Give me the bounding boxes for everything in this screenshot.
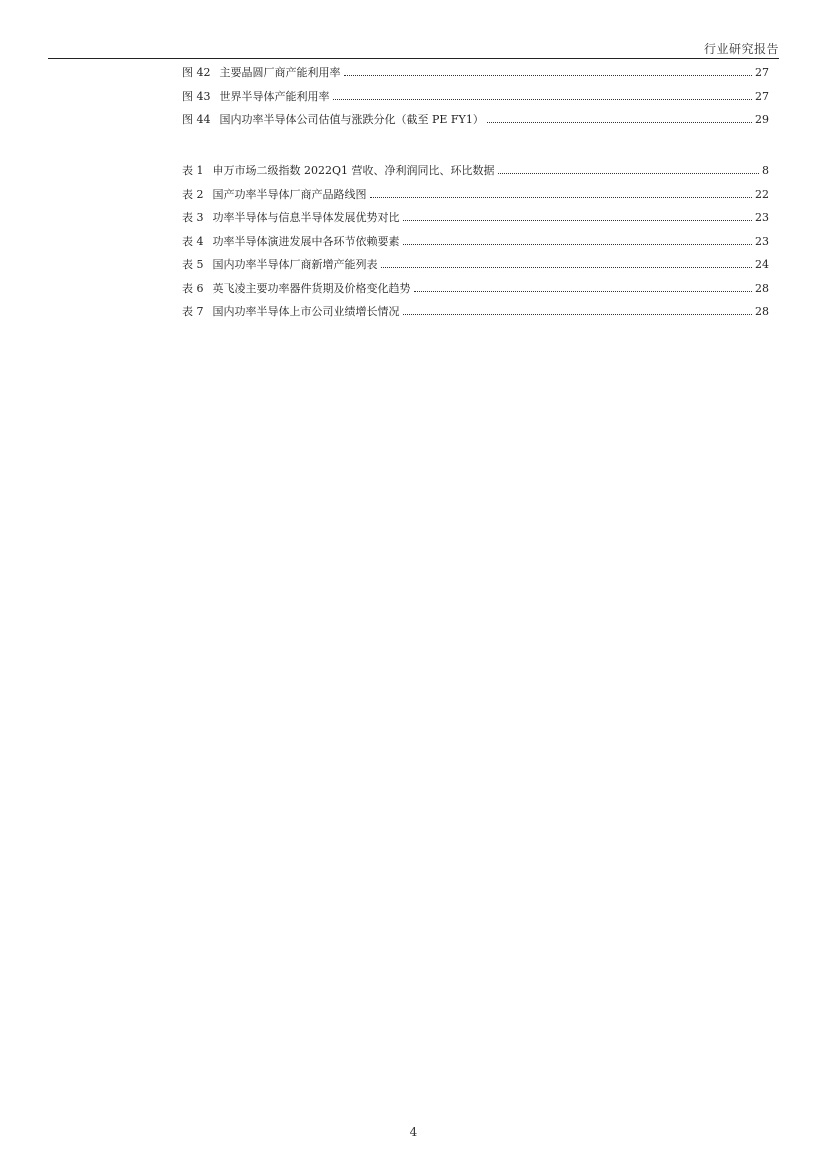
entry-number: 表 3: [182, 211, 204, 224]
entry-page-number: 28: [755, 305, 769, 318]
entry-page-number: 27: [755, 89, 769, 103]
report-type-label: 行业研究报告: [703, 42, 779, 56]
dot-leader: [414, 291, 753, 292]
header-divider: [48, 58, 779, 59]
dot-leader: [403, 314, 753, 315]
entry-page-number: 8: [762, 164, 769, 177]
dot-leader: [403, 244, 753, 245]
figure-list: [182, 66, 769, 137]
entry-number: 表 1: [182, 164, 204, 177]
entry-title: 国内功率半导体厂商新增产能列表: [212, 258, 378, 271]
toc-figure-entry[interactable]: [182, 113, 769, 137]
entry-page-number: 29: [755, 113, 769, 126]
entry-number: 图 42: [182, 66, 211, 79]
entry-title: 英飞凌主要功率器件货期及价格变化趋势: [212, 281, 411, 295]
entry-number: 图 43: [182, 89, 211, 103]
toc-table-entry[interactable]: [182, 235, 769, 259]
entry-title: 主要晶圆厂商产能利用率: [219, 66, 341, 79]
dot-leader: [370, 197, 753, 198]
toc-figure-entry[interactable]: [182, 90, 769, 114]
entry-number: 表 7: [182, 305, 204, 318]
entry-number: 表 6: [182, 281, 204, 295]
entry-number: 表 2: [182, 187, 204, 201]
entry-page-number: 24: [755, 258, 769, 271]
dot-leader: [487, 122, 752, 123]
dot-leader: [333, 99, 753, 100]
entry-title: 申万市场二级指数 2022Q1 营收、净利润同比、环比数据: [212, 164, 495, 177]
toc-table-entry[interactable]: [182, 305, 769, 329]
dot-leader: [344, 75, 753, 76]
entry-page-number: 23: [755, 211, 769, 224]
entry-number: 表 5: [182, 258, 204, 271]
entry-title: 国产功率半导体厂商产品路线图: [212, 187, 367, 201]
toc-table-entry[interactable]: [182, 164, 769, 188]
page-number: 4: [409, 1125, 418, 1139]
toc-figure-entry[interactable]: [182, 66, 769, 90]
entry-title: 功率半导体演进发展中各环节依赖要素: [212, 234, 400, 248]
toc-table-entry[interactable]: [182, 188, 769, 212]
entry-title: 国内功率半导体公司估值与涨跌分化（截至 PE FY1）: [219, 113, 484, 126]
dot-leader: [381, 267, 753, 268]
entry-title: 功率半导体与信息半导体发展优势对比: [212, 211, 400, 224]
entry-page-number: 22: [755, 187, 769, 201]
entry-title: 世界半导体产能利用率: [219, 89, 330, 103]
table-list: [182, 164, 769, 329]
entry-title: 国内功率半导体上市公司业绩增长情况: [212, 305, 400, 318]
entry-page-number: 28: [755, 281, 769, 295]
entry-page-number: 23: [755, 234, 769, 248]
toc-table-entry[interactable]: [182, 211, 769, 235]
entry-number: 图 44: [182, 113, 211, 126]
dot-leader: [498, 173, 759, 174]
toc-table-entry[interactable]: [182, 258, 769, 282]
dot-leader: [403, 220, 753, 221]
entry-page-number: 27: [755, 66, 769, 79]
entry-number: 表 4: [182, 234, 204, 248]
toc-table-entry[interactable]: [182, 282, 769, 306]
